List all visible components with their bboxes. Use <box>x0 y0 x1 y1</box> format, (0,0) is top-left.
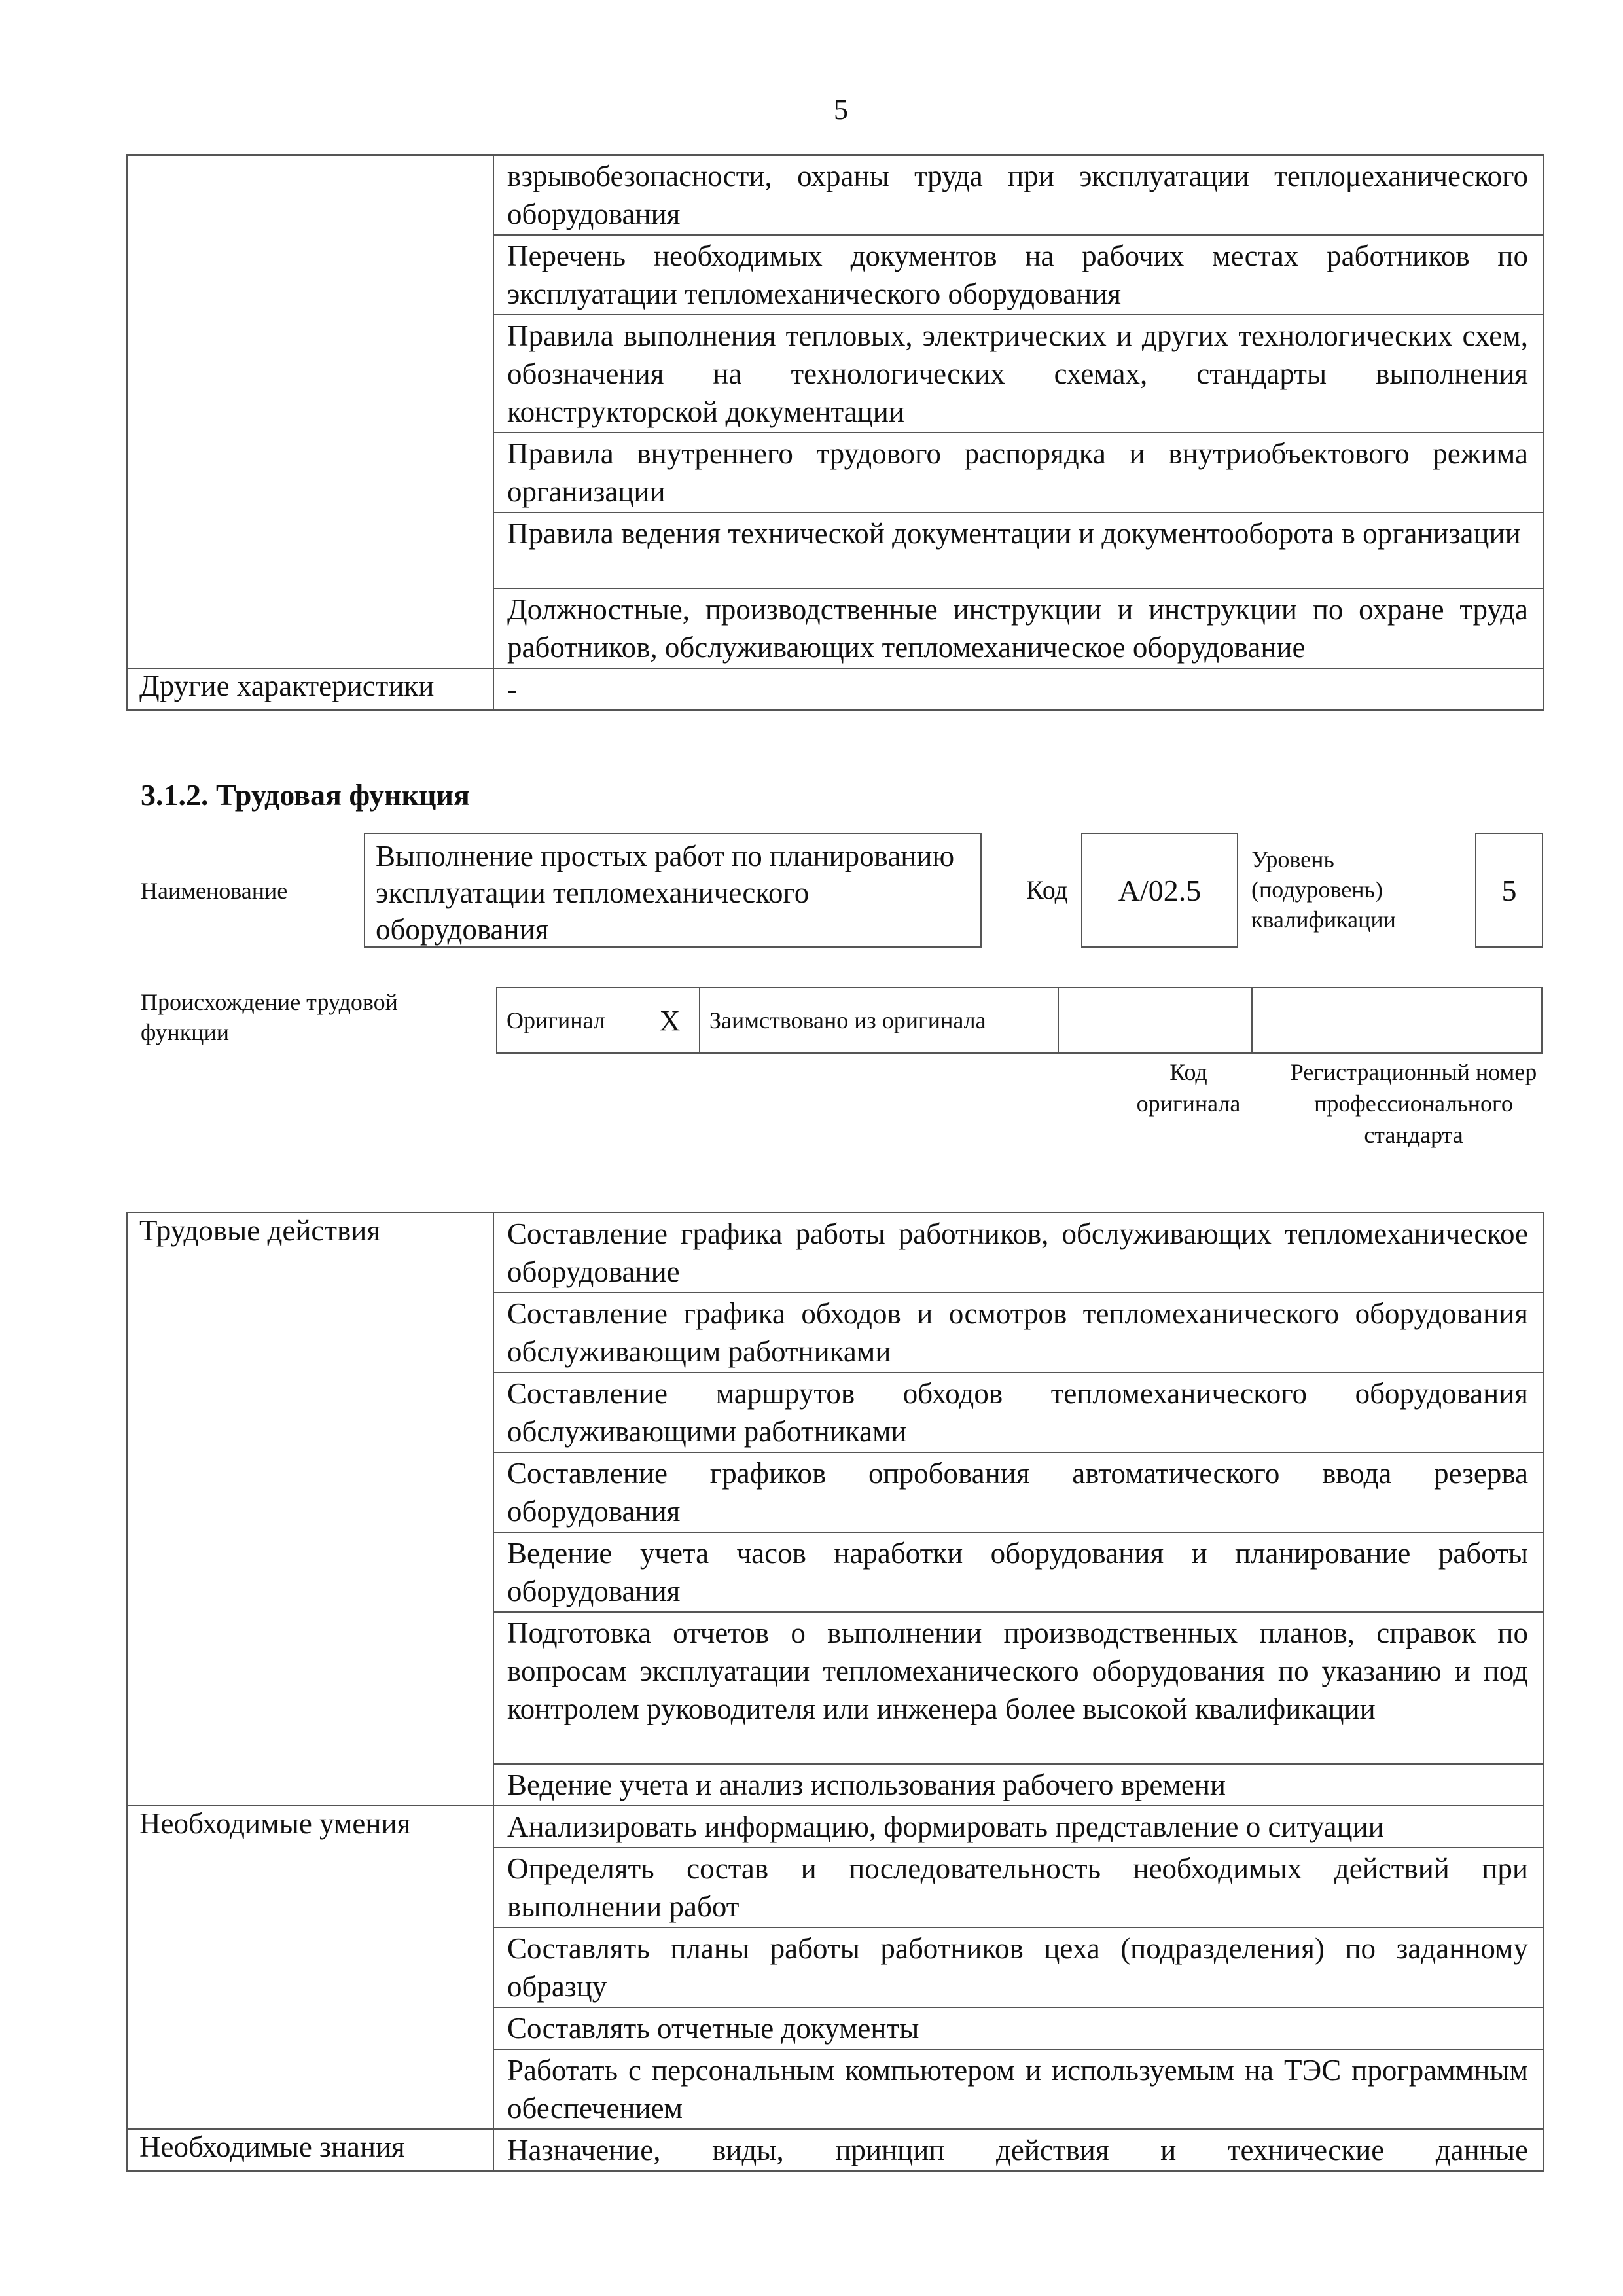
borrowed-label: Заимствовано из оригинала <box>700 988 1058 1053</box>
action-2: Составление графика обходов и осмотров тепломеханического оборудования обслуживающим работниками <box>493 1293 1543 1372</box>
action-5: Ведение учета часов наработки оборудования и планирование работы оборудования <box>493 1532 1543 1612</box>
other-characteristics-value: - <box>493 668 1543 710</box>
origin-table <box>496 987 1543 1054</box>
registration-caption: Регистрационный номер профессионального стандарта <box>1290 1059 1537 1148</box>
original-label: Оригинал <box>497 988 641 1053</box>
skill-5: Работать с персональным компьютером и используемым на ТЭС программным обеспечением <box>493 2049 1543 2129</box>
action-3: Составление маршрутов обходов тепломеханического оборудования обслуживающими работниками <box>493 1372 1543 1452</box>
original-mark: X <box>641 988 700 1053</box>
function-name: Выполнение простых работ по планированию эксплуатации тепломеханического оборудования <box>376 840 955 946</box>
top-row-2: Перечень необходимых документов на рабочих местах работников по эксплуатации тепломеханического оборудования <box>493 235 1543 315</box>
skill-3: Составлять планы работы работников цеха (подразделения) по заданному образцу <box>493 1928 1543 2007</box>
main-table <box>126 1212 1544 2172</box>
knowledge-1: Назначение, виды, принцип действия и технические данные <box>493 2129 1543 2171</box>
action-6: Подготовка отчетов о выполнении производственных планов, справок по вопросам эксплуатации тепломеханического оборудования по указанию и под контролем руководителя или инженера более высокой квалификации <box>493 1612 1543 1764</box>
skill-1: Анализировать информацию, формировать представление о ситуации <box>493 1806 1543 1848</box>
other-characteristics-label: Другие характеристики <box>127 668 493 710</box>
top-table-label-cell <box>127 155 493 668</box>
top-row-3: Правила выполнения тепловых, электрических и других технологических схем, обозначения на технологических схемах, стандарты выполнения конструкторской документации <box>493 315 1543 433</box>
function-name-box <box>364 833 982 948</box>
section-title: 3.1.2. Трудовая функция <box>141 778 470 812</box>
page-number: 5 <box>834 94 848 126</box>
level-label: Уровень (подуровень) квалификации <box>1251 846 1396 933</box>
level-value: 5 <box>1501 873 1517 907</box>
action-1: Составление графика работы работников, обслуживающих тепломеханическое оборудование <box>493 1213 1543 1293</box>
skills-label: Необходимые умения <box>127 1806 493 2129</box>
top-row-5: Правила ведения технической документации и документооборота в организации <box>493 512 1543 588</box>
level-box <box>1475 833 1543 948</box>
top-row-6: Должностные, производственные инструкции и инструкции по охране труда работников, обслуживающих тепломеханическое оборудование <box>493 588 1543 668</box>
code-caption: Код оригинала <box>1136 1059 1241 1117</box>
top-row-4: Правила внутреннего трудового распорядка и внутриобъектового режима организации <box>493 433 1543 512</box>
skill-4: Составлять отчетные документы <box>493 2007 1543 2049</box>
name-label: Наименование <box>141 878 288 904</box>
code-box <box>1081 833 1238 948</box>
top-row-1: взрывобезопасности, охраны труда при эксплуатации теплομеханического оборудования <box>493 155 1543 235</box>
code-label: Код <box>1026 875 1068 905</box>
origin-label: Происхождение трудовой функции <box>141 989 398 1045</box>
top-table <box>126 154 1544 711</box>
action-4: Составление графиков опробования автоматического ввода резерва оборудования <box>493 1452 1543 1532</box>
skill-2: Определять состав и последовательность необходимых действий при выполнении работ <box>493 1848 1543 1928</box>
knowledge-label: Необходимые знания <box>127 2129 493 2171</box>
actions-label: Трудовые действия <box>127 1213 493 1806</box>
action-7: Ведение учета и анализ использования рабочего времени <box>493 1764 1543 1806</box>
code-value: A/02.5 <box>1118 873 1202 907</box>
registration-number-cell <box>1252 988 1542 1053</box>
original-code-cell <box>1058 988 1252 1053</box>
